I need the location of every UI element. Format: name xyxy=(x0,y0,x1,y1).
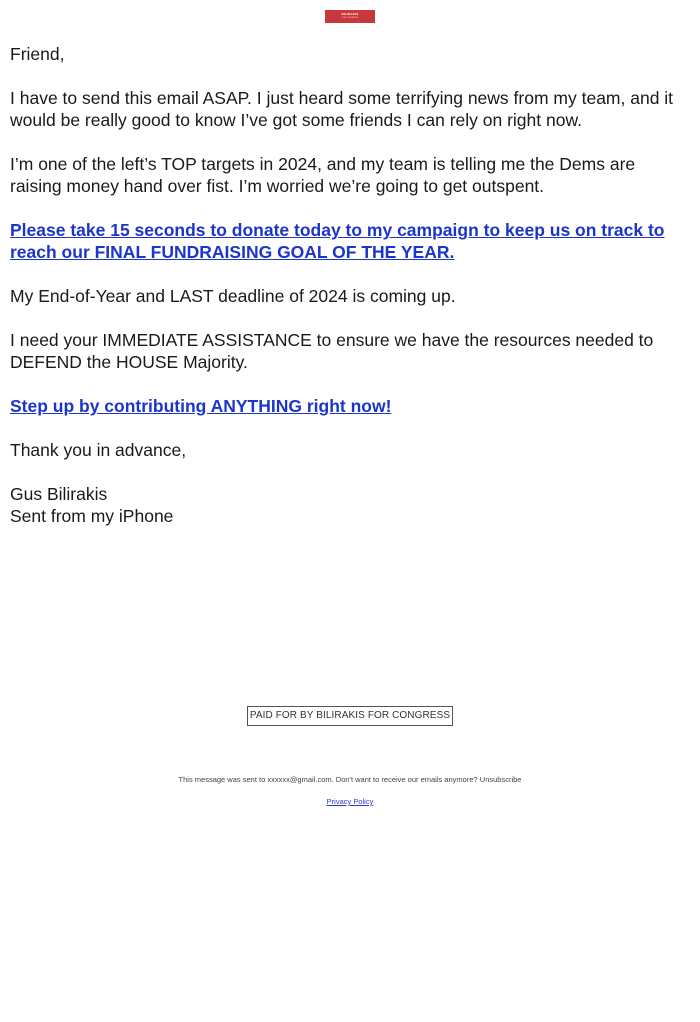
contribute-cta-paragraph xyxy=(10,395,690,417)
greeting: Friend, xyxy=(10,44,65,64)
email-body xyxy=(10,43,690,527)
unsubscribe-link[interactable]: Unsubscribe xyxy=(479,775,522,784)
privacy-policy-link[interactable]: Privacy Policy xyxy=(326,797,374,806)
logo-text: BILIRAKIS xyxy=(341,12,359,16)
paragraph-4: I need your IMMEDIATE ASSISTANCE to ensure we have the resources needed to DEFEND the HOUSE Majority. xyxy=(10,330,654,372)
footer-note xyxy=(0,775,700,785)
paragraph-2: I’m one of the left’s TOP targets in 2024, and my team is telling me the Dems are raising money hand over fist. I’m worried we’re going to get outspent. xyxy=(10,154,636,196)
sent-to-text: This message was sent to xxxxxx@gmail.com. Don't want to receive our emails anymore? xyxy=(178,775,480,784)
privacy-row xyxy=(0,797,700,807)
paid-for-disclaimer: PAID FOR BY BILIRAKIS FOR CONGRESS xyxy=(247,706,453,726)
paragraph-3: My End-of-Year and LAST deadline of 2024 is coming up. xyxy=(10,286,456,306)
header xyxy=(0,10,700,23)
paragraph-1: I have to send this email ASAP. I just heard some terrifying news from my team, and it would be really good to know I’ve got some friends I can rely on right now. xyxy=(10,88,674,130)
logo-subtext: FOR CONGRESS xyxy=(341,17,359,19)
donate-link[interactable]: Please take 15 seconds to donate today to my campaign to keep us on track to reach our FINAL FUNDRAISING GOAL OF THE YEAR. xyxy=(10,220,665,262)
closing: Thank you in advance, xyxy=(10,440,187,460)
campaign-logo[interactable] xyxy=(325,10,375,23)
donate-cta-paragraph xyxy=(10,219,690,263)
contribute-link[interactable]: Step up by contributing ANYTHING right now! xyxy=(10,396,392,416)
signature-name: Gus Bilirakis xyxy=(10,484,108,504)
signature-device: Sent from my iPhone xyxy=(10,506,174,526)
